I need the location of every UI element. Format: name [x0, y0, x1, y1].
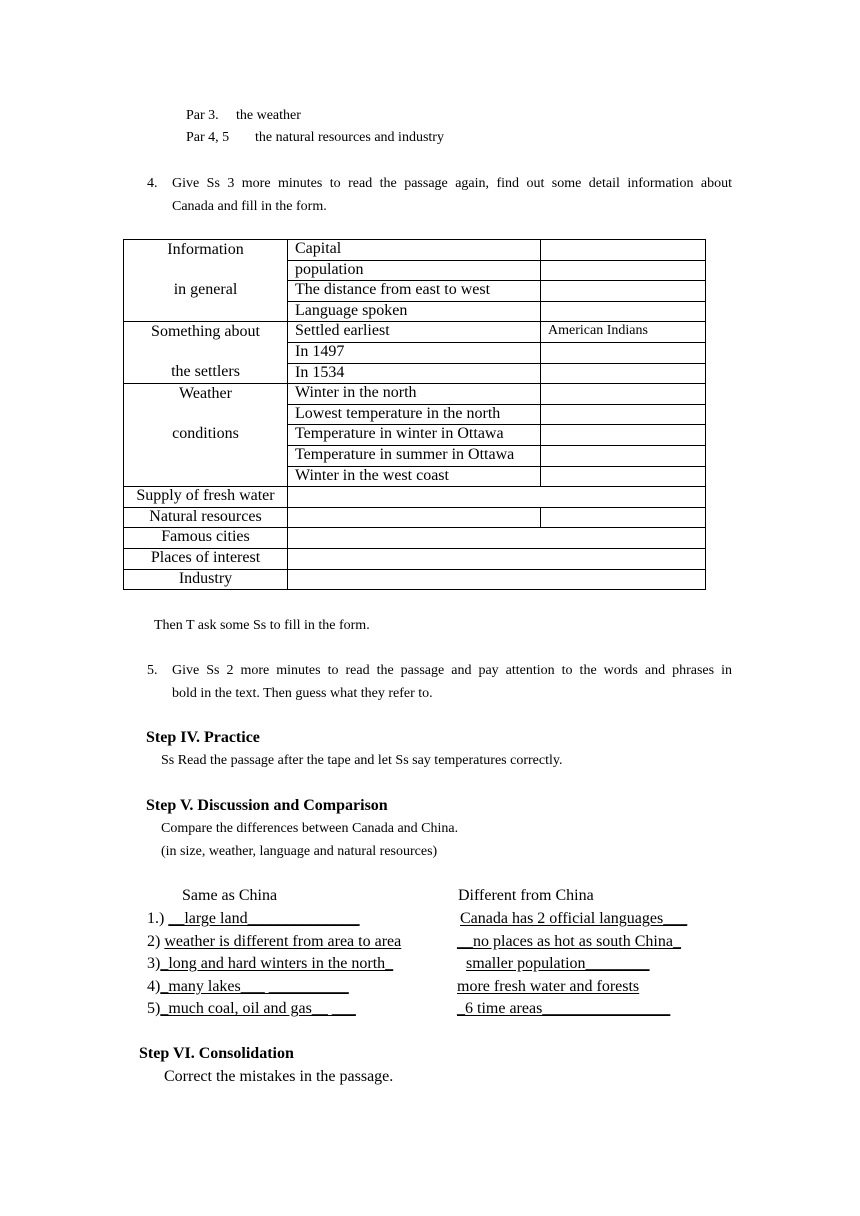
form-row-value — [288, 487, 706, 508]
form-row-value: American Indians — [541, 322, 706, 343]
form-row-label: Winter in the west coast — [288, 466, 541, 487]
item5-line1: Give Ss 2 more minutes to read the passage and pay attention to the words and phrases in — [172, 663, 732, 678]
form-row-value — [541, 425, 706, 446]
canada-info-form — [123, 239, 706, 590]
different-from-china-header: Different from China — [458, 887, 594, 904]
par3-text: the weather — [236, 108, 301, 123]
same-item-3: 3)_long and hard winters in the north_ — [147, 955, 394, 972]
form-category-famous-cities: Famous cities — [124, 528, 288, 549]
different-item-2: __no places as hot as south China_ — [457, 933, 681, 950]
form-row-value — [541, 445, 706, 466]
form-row-label: In 1497 — [288, 342, 541, 363]
same-item-1: 1.) __large land______________ — [147, 910, 360, 927]
form-category-info-general: Information in general — [124, 240, 288, 322]
step6-text: Correct the mistakes in the passage. — [164, 1068, 394, 1085]
form-row-label: In 1534 — [288, 363, 541, 384]
form-row-value — [541, 466, 706, 487]
different-item-5: _6 time areas________________ — [457, 1000, 671, 1017]
form-category-weather: Weather conditions — [124, 384, 288, 487]
form-row-value — [541, 363, 706, 384]
form-row-value — [288, 528, 706, 549]
item5-number: 5. — [147, 663, 158, 678]
same-item-4: 4)_many lakes___ __________ — [147, 978, 349, 995]
form-row-value — [288, 548, 706, 569]
after-form-note: Then T ask some Ss to fill in the form. — [154, 618, 370, 633]
form-row-label: Language spoken — [288, 301, 541, 322]
form-row-label: population — [288, 260, 541, 281]
same-item-5: 5)_much coal, oil and gas__ ___ — [147, 1000, 356, 1017]
form-row-label: The distance from east to west — [288, 281, 541, 302]
form-category-industry: Industry — [124, 569, 288, 590]
item4-number: 4. — [147, 176, 158, 191]
par45-label: Par 4, 5 — [186, 130, 230, 145]
same-item-2: 2) weather is different from area to area — [147, 933, 402, 950]
form-row-value — [288, 507, 541, 528]
different-item-1: Canada has 2 official languages___ — [460, 910, 688, 927]
step5-line2: (in size, weather, language and natural resources) — [161, 844, 438, 859]
item4-line2: Canada and fill in the form. — [172, 199, 327, 214]
form-row-label: Settled earliest — [288, 322, 541, 343]
form-category-natural-resources: Natural resources — [124, 507, 288, 528]
form-row-value — [541, 301, 706, 322]
form-row-value — [288, 569, 706, 590]
form-row-value — [541, 260, 706, 281]
form-row-value — [541, 384, 706, 405]
form-category-settlers: Something about the settlers — [124, 322, 288, 384]
par3-label: Par 3. — [186, 108, 219, 123]
form-row-value — [541, 240, 706, 261]
same-as-china-header: Same as China — [182, 887, 278, 904]
step6-heading: Step VI. Consolidation — [139, 1045, 294, 1062]
step4-text: Ss Read the passage after the tape and let Ss say temperatures correctly. — [161, 753, 563, 768]
different-item-3: smaller population________ — [466, 955, 650, 972]
item4-line1: Give Ss 3 more minutes to read the passage again, find out some detail information about — [172, 176, 732, 191]
step5-heading: Step V. Discussion and Comparison — [146, 797, 388, 814]
form-row-value — [541, 342, 706, 363]
form-row-label: Capital — [288, 240, 541, 261]
form-category-fresh-water: Supply of fresh water — [124, 487, 288, 508]
form-row-label: Temperature in summer in Ottawa — [288, 445, 541, 466]
form-row-label: Lowest temperature in the north — [288, 404, 541, 425]
form-category-places-of-interest: Places of interest — [124, 548, 288, 569]
par45-text: the natural resources and industry — [255, 130, 444, 145]
step4-heading: Step IV. Practice — [146, 729, 260, 746]
step5-line1: Compare the differences between Canada and China. — [161, 821, 459, 836]
form-row-value — [541, 404, 706, 425]
different-item-4: more fresh water and forests — [457, 978, 640, 995]
form-row-value — [541, 281, 706, 302]
item5-line2: bold in the text. Then guess what they refer to. — [172, 686, 433, 701]
form-row-label: Winter in the north — [288, 384, 541, 405]
form-row-value — [541, 507, 706, 528]
form-row-label: Temperature in winter in Ottawa — [288, 425, 541, 446]
